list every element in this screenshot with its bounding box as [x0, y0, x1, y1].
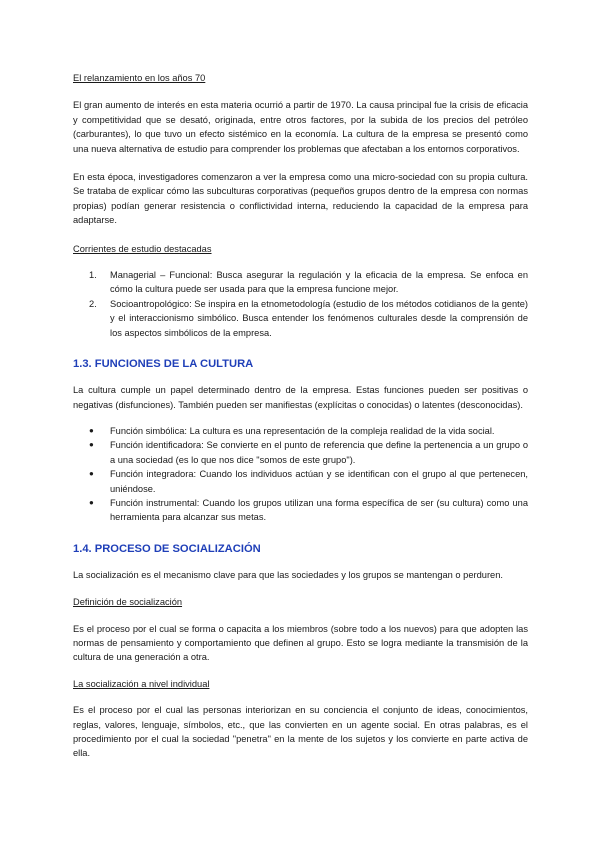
bullet-icon: ● [89, 425, 94, 435]
list-item [73, 424, 528, 438]
corrientes-list [73, 268, 528, 340]
bullet-icon: ● [89, 469, 94, 479]
list-item-text: Managerial – Funcional: Busca asegurar la regulación y la eficacia de la empresa. Se enfoca en cómo la cultura puede ser usada para que la empresa funcione mejor. [110, 270, 528, 295]
list-item [73, 297, 528, 340]
list-item-text: Función instrumental: Cuando los grupos utilizan una forma específica de ser (su cultura) como una herramienta para alcanzar sus metas. [110, 497, 528, 523]
list-marker: 1. [89, 270, 97, 281]
list-item-text: Función simbólica: La cultura es una representación de la compleja realidad de la vida social. [110, 425, 495, 436]
list-item-text: Función identificadora: Se convierte en el punto de referencia que define la pertenencia a un grupo o a una sociedad (es lo que nos dice "somos de este grupo"). [110, 440, 528, 465]
paragraph-relanzamiento-1: El gran aumento de interés en esta materia ocurrió a partir de 1970. La causa principal fue la crisis de eficacia y competitividad que se desató, originada, entre otros factores, por la subida de los precios del petróleo (carburantes), lo que tuvo un efecto sistémico en la economía. La cultura de la empresa se presentó como una nueva alternativa de estudio para comprender los problemas que afectaban a los entornos corporativos. [73, 100, 528, 154]
bullet-icon: ● [89, 440, 94, 450]
section-title-funciones: 1.3. FUNCIONES DE LA CULTURA [73, 358, 254, 371]
list-item [73, 438, 528, 467]
list-item-text: Socioantropológico: Se inspira en la etnometodología (estudio de los métodos cotidianos de la gente) y el interaccionismo simbólico. Busca entender los fenómenos culturales desde la comprensión de los aspectos simbólicos de la empresa. [110, 298, 528, 338]
paragraph-relanzamiento-2: En esta época, investigadores comenzaron a ver la empresa como una micro-sociedad con su propia cultura. Se trataba de explicar cómo las subculturas corporativas (pequeños grupos dentro de la empresa con normas propias) podían generar resistencia o conflictividad interna, reduciendo la capacidad de la empresa para adaptarse. [73, 172, 528, 226]
section-heading-corrientes: Corrientes de estudio destacadas [73, 243, 212, 254]
list-marker: 2. [89, 298, 97, 309]
section-heading-individual: La socialización a nivel individual [73, 678, 210, 689]
section-heading-definicion: Definición de socialización [73, 597, 183, 608]
paragraph-individual: Es el proceso por el cual las personas interiorizan en su conciencia el conjunto de ideas, conocimientos, reglas, valores, lenguaje, símbolos, etc., que las convierten en un agente social. En otras palabras, es el procedimiento por el cual la sociedad "penetra" en la mente de los sujetos y los convierte en parte activa de ella. [73, 705, 528, 759]
section-title-socializacion: 1.4. PROCESO DE SOCIALIZACIÓN [73, 542, 261, 555]
list-item-text: Función integradora: Cuando los individuos actúan y se identifican con el grupo al que pertenecen, uniéndose. [110, 469, 528, 494]
paragraph-socializacion-intro: La socialización es el mecanismo clave para que las sociedades y los grupos se mantengan o perduren. [73, 569, 503, 580]
list-item [73, 467, 528, 496]
list-item [73, 268, 528, 297]
list-item [73, 496, 528, 525]
paragraph-funciones-intro: La cultura cumple un papel determinado dentro de la empresa. Estas funciones pueden ser positivas o negativas (disfunciones). También pueden ser manifiestas (explícitas o conocidas) o latentes (desconocidas). [73, 385, 528, 410]
document-page [73, 71, 528, 761]
section-heading-relanzamiento: El relanzamiento en los años 70 [73, 73, 206, 83]
bullet-icon: ● [89, 497, 94, 507]
funciones-list [73, 424, 528, 525]
paragraph-definicion: Es el proceso por el cual se forma o capacita a los miembros (sobre todo a los nuevos) para que adopten las normas de pensamiento y comportamiento que definen al grupo. Esto se logra mediante la transmisión de la cultura de una generación a otra. [73, 623, 528, 663]
